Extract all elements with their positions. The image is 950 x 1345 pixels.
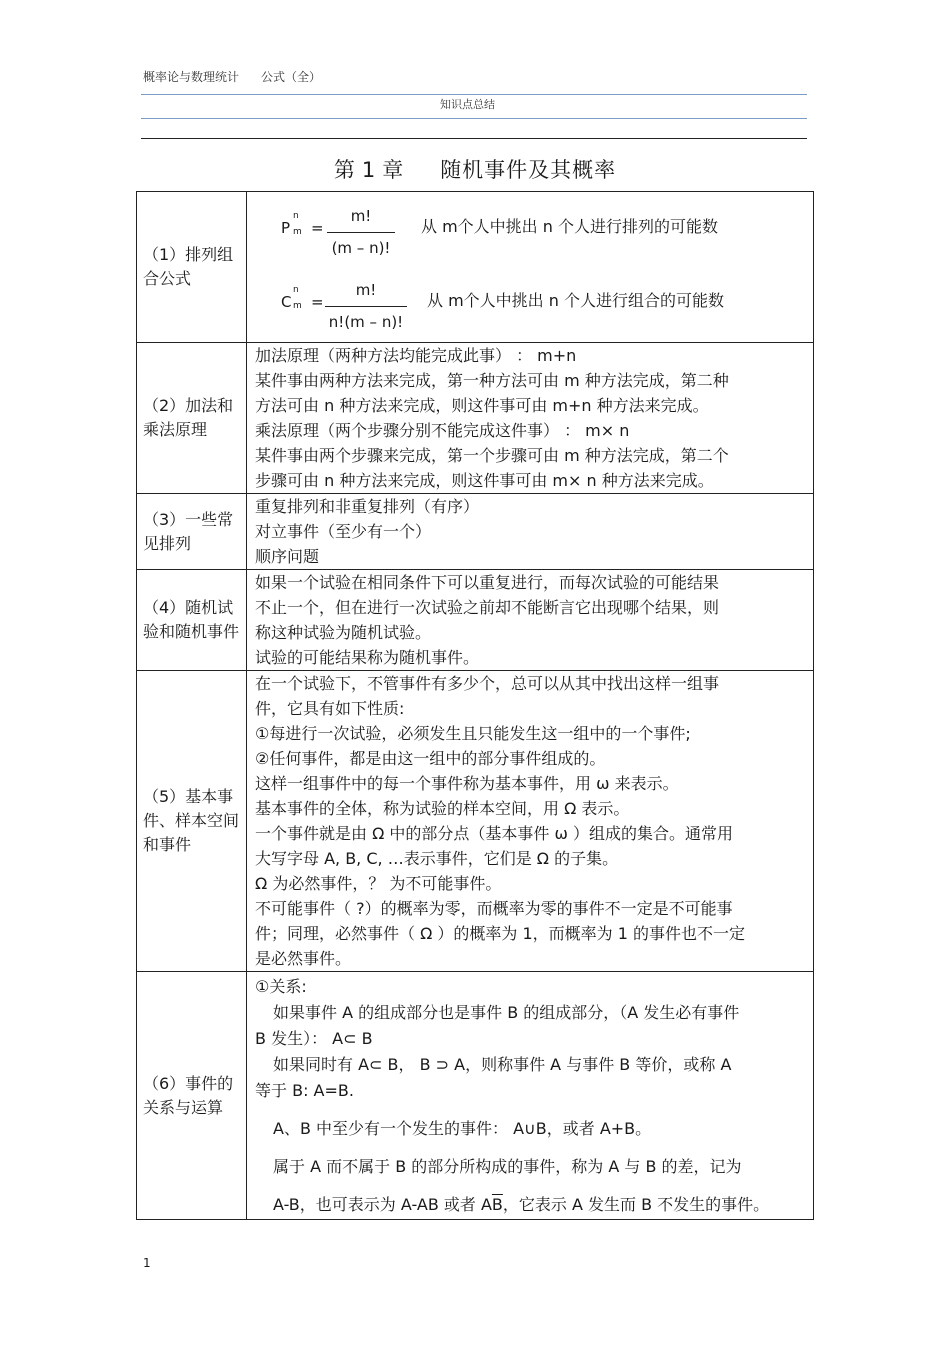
table-row	[137, 192, 814, 343]
text-line: 加法原理（两种方法均能完成此事） ： m+n	[255, 346, 577, 365]
text-line: 一个事件就是由 Ω 中的部分点（基本事件 ω ）组成的集合。通常用	[255, 824, 733, 843]
chapter-suffix: 章	[382, 158, 405, 182]
text-line: 是必然事件。	[255, 949, 352, 968]
text-line: 如果事件 A 的组成部分也是事件 B 的组成部分，（A 发生必有事件	[273, 1002, 740, 1022]
chapter-number: 1	[361, 158, 377, 182]
text-line: ②任何事件，都是由这一组中的部分事件组成的。	[255, 749, 606, 768]
text-line	[255, 1192, 805, 1218]
text-line: Ω 为必然事件，？ 为不可能事件。	[255, 874, 502, 893]
row-content	[247, 972, 814, 1220]
text-line: 基本事件的全体，称为试验的样本空间，用 Ω 表示。	[255, 799, 630, 818]
text-line: 重复排列和非重复排列（有序）	[255, 497, 480, 516]
text-line: ①关系:	[255, 976, 307, 996]
text-line: 步骤可由 n 种方法来完成，则这件事可由 m× n 种方法来完成。	[255, 471, 714, 490]
row-content	[247, 494, 814, 570]
text-line: 如果同时有 A⊂ B， B ⊃ A，则称事件 A 与事件 B 等价，或称 A	[273, 1054, 732, 1074]
comb-denominator: n!(m – n)!	[328, 313, 404, 331]
text-line: 这样一组事件中的每一个事件称为基本事件，用 ω 来表示。	[255, 774, 679, 793]
row-label: （6）事件的关系与运算	[137, 972, 247, 1220]
text-line: 属于 A 而不属于 B 的部分所构成的事件，称为 A 与 B 的差，记为	[273, 1156, 742, 1176]
text-line: 不止一个，但在进行一次试验之前却不能断言它出现哪个结果，则	[255, 598, 720, 617]
perm-sup: n	[293, 211, 299, 221]
text-line: 不可能事件（ ?）的概率为零，而概率为零的事件不一定是不可能事	[255, 899, 733, 918]
text-line: 件，它具有如下性质:	[255, 699, 405, 718]
text-line: 方法可由 n 种方法来完成，则这件事可由 m+n 种方法来完成。	[255, 396, 709, 415]
perm-symbol: P	[281, 219, 291, 237]
text-line: 如果一个试验在相同条件下可以重复进行，而每次试验的可能结果	[255, 573, 720, 592]
header-rule-top	[141, 94, 807, 95]
text-line: 在一个试验下，不管事件有多少个，总可以从其中找出这样一组事	[255, 674, 720, 693]
comb-numerator: m!	[325, 278, 407, 307]
text-line: 某件事由两个步骤来完成，第一个步骤可由 m 种方法完成，第二个	[255, 446, 729, 465]
table-row	[137, 570, 814, 671]
chapter-title: 随机事件及其概率	[440, 158, 617, 182]
text-line: ①每进行一次试验，必须发生且只能发生这一组中的一个事件;	[255, 724, 691, 743]
header-title-left: 概率论与数理统计	[143, 70, 240, 84]
text-line: 顺序问题	[255, 547, 320, 566]
row-label: （1）排列组合公式	[137, 192, 247, 343]
text-line: 大写字母 A, B, C, …表示事件，它们是 Ω 的子集。	[255, 849, 619, 868]
perm-sub: m	[293, 227, 302, 237]
row-label: （2）加法和乘法原理	[137, 343, 247, 494]
difference-text-end: ，它表示 A 发生而 B 不发生的事件。	[502, 1194, 770, 1214]
text-line: 试验的可能结果称为随机事件。	[255, 648, 480, 667]
b-complement: $\overline{B}$	[491, 1194, 503, 1214]
table-row	[137, 494, 814, 570]
perm-eq: =	[311, 219, 324, 237]
perm-fraction	[327, 204, 395, 261]
row-content	[247, 192, 814, 343]
formula-block	[255, 192, 805, 342]
text-line: 件；同理，必然事件（ Ω ）的概率为 1，而概率为 1 的事件也不一定	[255, 924, 746, 943]
page-number: 1	[143, 1256, 151, 1270]
text-line: 乘法原理（两个步骤分别不能完成这件事） ： m× n	[255, 421, 630, 440]
perm-description: 从 m个人中挑出 n 个人进行排列的可能数	[421, 217, 718, 236]
header-rule-bottom	[141, 138, 807, 139]
table-row	[137, 671, 814, 972]
perm-denominator: (m – n)!	[331, 239, 391, 257]
formula-table	[136, 191, 814, 1220]
header-title	[143, 68, 343, 85]
comb-sup: n	[293, 285, 299, 295]
header-subtitle: 知识点总结	[440, 98, 495, 111]
text-line: 某件事由两种方法来完成，第一种方法可由 m 种方法完成，第二种	[255, 371, 729, 390]
text-line: 称这种试验为随机试验。	[255, 623, 432, 642]
comb-sub: m	[293, 301, 302, 311]
text-line: 等于 B: A=B.	[255, 1080, 354, 1100]
perm-numerator: m!	[327, 204, 395, 233]
table-row	[137, 343, 814, 494]
comb-symbol: C	[281, 293, 292, 311]
text-line: B 发生）： A⊂ B	[255, 1028, 373, 1048]
header-title-right: 公式（全）	[261, 70, 322, 84]
row-label: （5）基本事件、样本空间和事件	[137, 671, 247, 972]
row-label: （3）一些常见排列	[137, 494, 247, 570]
comb-eq: =	[311, 293, 324, 311]
header-rule-middle	[141, 118, 807, 119]
row-label: （4）随机试验和随机事件	[137, 570, 247, 671]
difference-text: A-B，也可表示为 A-AB 或者 A	[273, 1194, 492, 1214]
table-row	[137, 972, 814, 1220]
comb-description: 从 m个人中挑出 n 个人进行组合的可能数	[427, 291, 724, 310]
chapter-prefix: 第	[333, 158, 356, 182]
row-content	[247, 671, 814, 972]
text-line: 对立事件（至少有一个）	[255, 522, 432, 541]
comb-fraction	[325, 278, 407, 335]
chapter-heading	[0, 154, 950, 184]
text-line: A、B 中至少有一个发生的事件： A∪B，或者 A+B。	[273, 1118, 652, 1138]
row-content	[247, 570, 814, 671]
row-content	[247, 343, 814, 494]
